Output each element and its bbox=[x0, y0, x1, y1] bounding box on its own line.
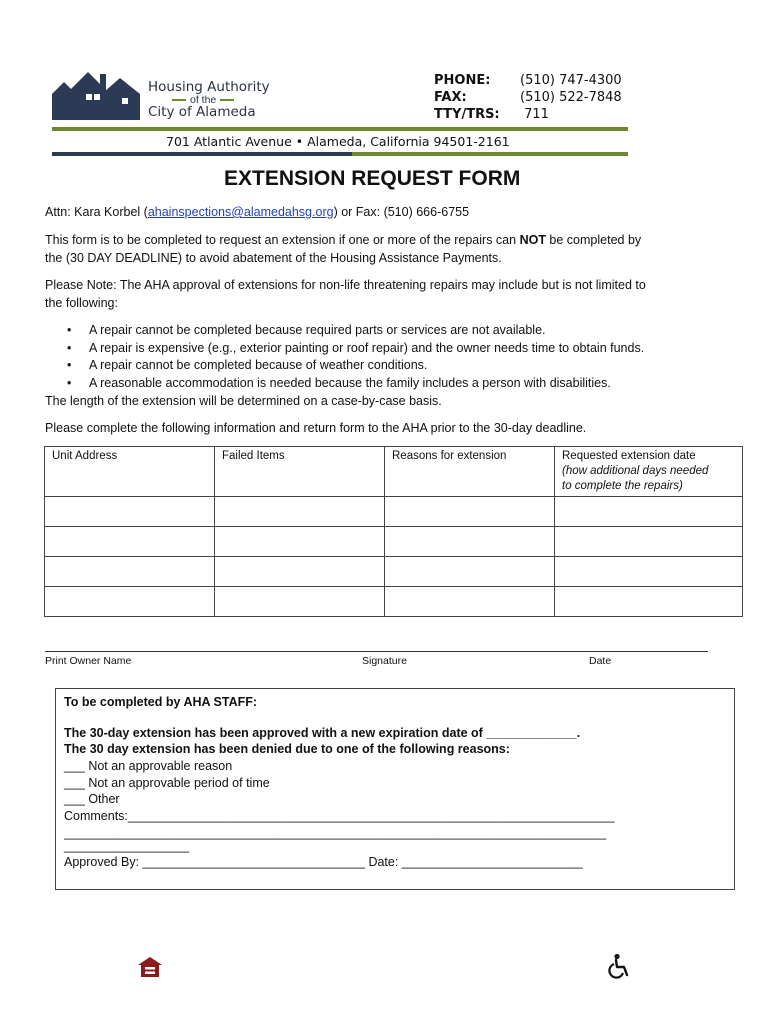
owner-name-label: Print Owner Name bbox=[45, 655, 132, 667]
cell-reasons[interactable] bbox=[385, 557, 555, 587]
attn-line: Attn: Kara Korbel (ahainspections@alamedahsg.org) or Fax: (510) 666-6755 bbox=[45, 205, 470, 219]
list-item: • A repair is expensive (e.g., exterior painting or roof repair) and the owner needs time to obtain funds. bbox=[45, 340, 745, 358]
office-address: 701 Atlantic Avenue • Alameda, California 94501-2161 bbox=[166, 134, 510, 149]
header-bar-navy bbox=[52, 152, 352, 156]
cell-reasons[interactable] bbox=[385, 527, 555, 557]
cell-failed-items[interactable] bbox=[215, 587, 385, 617]
cell-reasons[interactable] bbox=[385, 587, 555, 617]
signature-line[interactable] bbox=[45, 651, 708, 652]
length-note: The length of the extension will be determined on a case-by-case basis. bbox=[45, 394, 442, 408]
housing-authority-logo bbox=[50, 68, 142, 122]
table-row bbox=[45, 557, 743, 587]
table-header-row bbox=[45, 447, 743, 497]
list-item: • A repair cannot be completed because of weather conditions. bbox=[45, 357, 745, 375]
option-not-approvable-reason[interactable]: ___ Not an approvable reason bbox=[64, 759, 233, 773]
option-not-approvable-period[interactable]: ___ Not an approvable period of time bbox=[64, 776, 270, 790]
org-of-text: of the bbox=[190, 94, 217, 106]
table-row bbox=[45, 497, 743, 527]
header-bar-green bbox=[52, 127, 628, 131]
aha-staff-box bbox=[55, 688, 735, 890]
cell-failed-items[interactable] bbox=[215, 557, 385, 587]
page-title: EXTENSION REQUEST FORM bbox=[224, 167, 521, 190]
date-label: Date bbox=[589, 655, 612, 667]
org-name-line1: Housing Authority bbox=[148, 79, 270, 95]
comments-field[interactable]: Comments:______________________________________________________________________ bbox=[64, 809, 615, 823]
cell-failed-items[interactable] bbox=[215, 527, 385, 557]
contact-tty: TTY/TRS: 711 bbox=[434, 107, 549, 122]
cell-requested-date[interactable] bbox=[555, 587, 743, 617]
intro-paragraph: This form is to be completed to request an extension if one or more of the repairs can NOT be completed by the (30 DAY DEADLINE) to avoid abatement of the Housing Assistance Payments. bbox=[45, 233, 642, 265]
cell-requested-date[interactable] bbox=[555, 527, 743, 557]
complete-note: Please complete the following information and return form to the AHA prior to the 30-day deadline. bbox=[45, 421, 587, 435]
note-paragraph: Please Note: The AHA approval of extensions for non-life threatening repairs may include but is not limited to the following: bbox=[45, 278, 646, 310]
cell-unit-address[interactable] bbox=[45, 497, 215, 527]
col-requested-date: Requested extension date (how additional days needed to complete the repairs) bbox=[555, 447, 743, 497]
list-item: • A repair cannot be completed because required parts or services are not available. bbox=[45, 322, 745, 340]
option-other[interactable]: ___ Other bbox=[64, 792, 120, 806]
approved-by-field[interactable]: Approved By: ________________________________ Date: __________________________ bbox=[64, 855, 583, 869]
wheelchair-accessible-icon bbox=[608, 953, 634, 979]
org-name-line3: City of Alameda bbox=[148, 104, 256, 120]
logo-dash-right bbox=[220, 99, 234, 101]
staff-heading: To be completed by AHA STAFF: bbox=[64, 695, 258, 709]
cell-requested-date[interactable] bbox=[555, 557, 743, 587]
cell-unit-address[interactable] bbox=[45, 527, 215, 557]
reasons-list bbox=[45, 322, 745, 392]
signature-label: Signature bbox=[362, 655, 407, 667]
contact-phone: PHONE: (510) 747-4300 bbox=[434, 73, 622, 88]
comments-line-3[interactable]: __________________ bbox=[64, 839, 190, 853]
cell-unit-address[interactable] bbox=[45, 587, 215, 617]
staff-denied-line: The 30 day extension has been denied due to one of the following reasons: bbox=[64, 742, 510, 756]
col-reasons: Reasons for extension bbox=[385, 447, 555, 497]
staff-approved-line[interactable]: The 30-day extension has been approved with a new expiration date of _____________. bbox=[64, 726, 581, 740]
comments-line-2[interactable]: ______________________________________________________________________________ bbox=[64, 826, 607, 840]
table-row bbox=[45, 587, 743, 617]
cell-unit-address[interactable] bbox=[45, 557, 215, 587]
contact-fax: FAX: (510) 522-7848 bbox=[434, 90, 622, 105]
contact-block bbox=[434, 72, 622, 123]
cell-requested-date[interactable] bbox=[555, 497, 743, 527]
list-item: • A reasonable accommodation is needed because the family includes a person with disabilities. bbox=[45, 375, 745, 393]
equal-housing-icon bbox=[137, 956, 163, 978]
col-unit-address: Unit Address bbox=[45, 447, 215, 497]
cell-failed-items[interactable] bbox=[215, 497, 385, 527]
table-row bbox=[45, 527, 743, 557]
extension-table bbox=[44, 446, 743, 617]
col-failed-items: Failed Items bbox=[215, 447, 385, 497]
attn-email-link[interactable]: ahainspections@alamedahsg.org bbox=[147, 205, 334, 219]
logo-dash-left bbox=[172, 99, 186, 101]
cell-reasons[interactable] bbox=[385, 497, 555, 527]
